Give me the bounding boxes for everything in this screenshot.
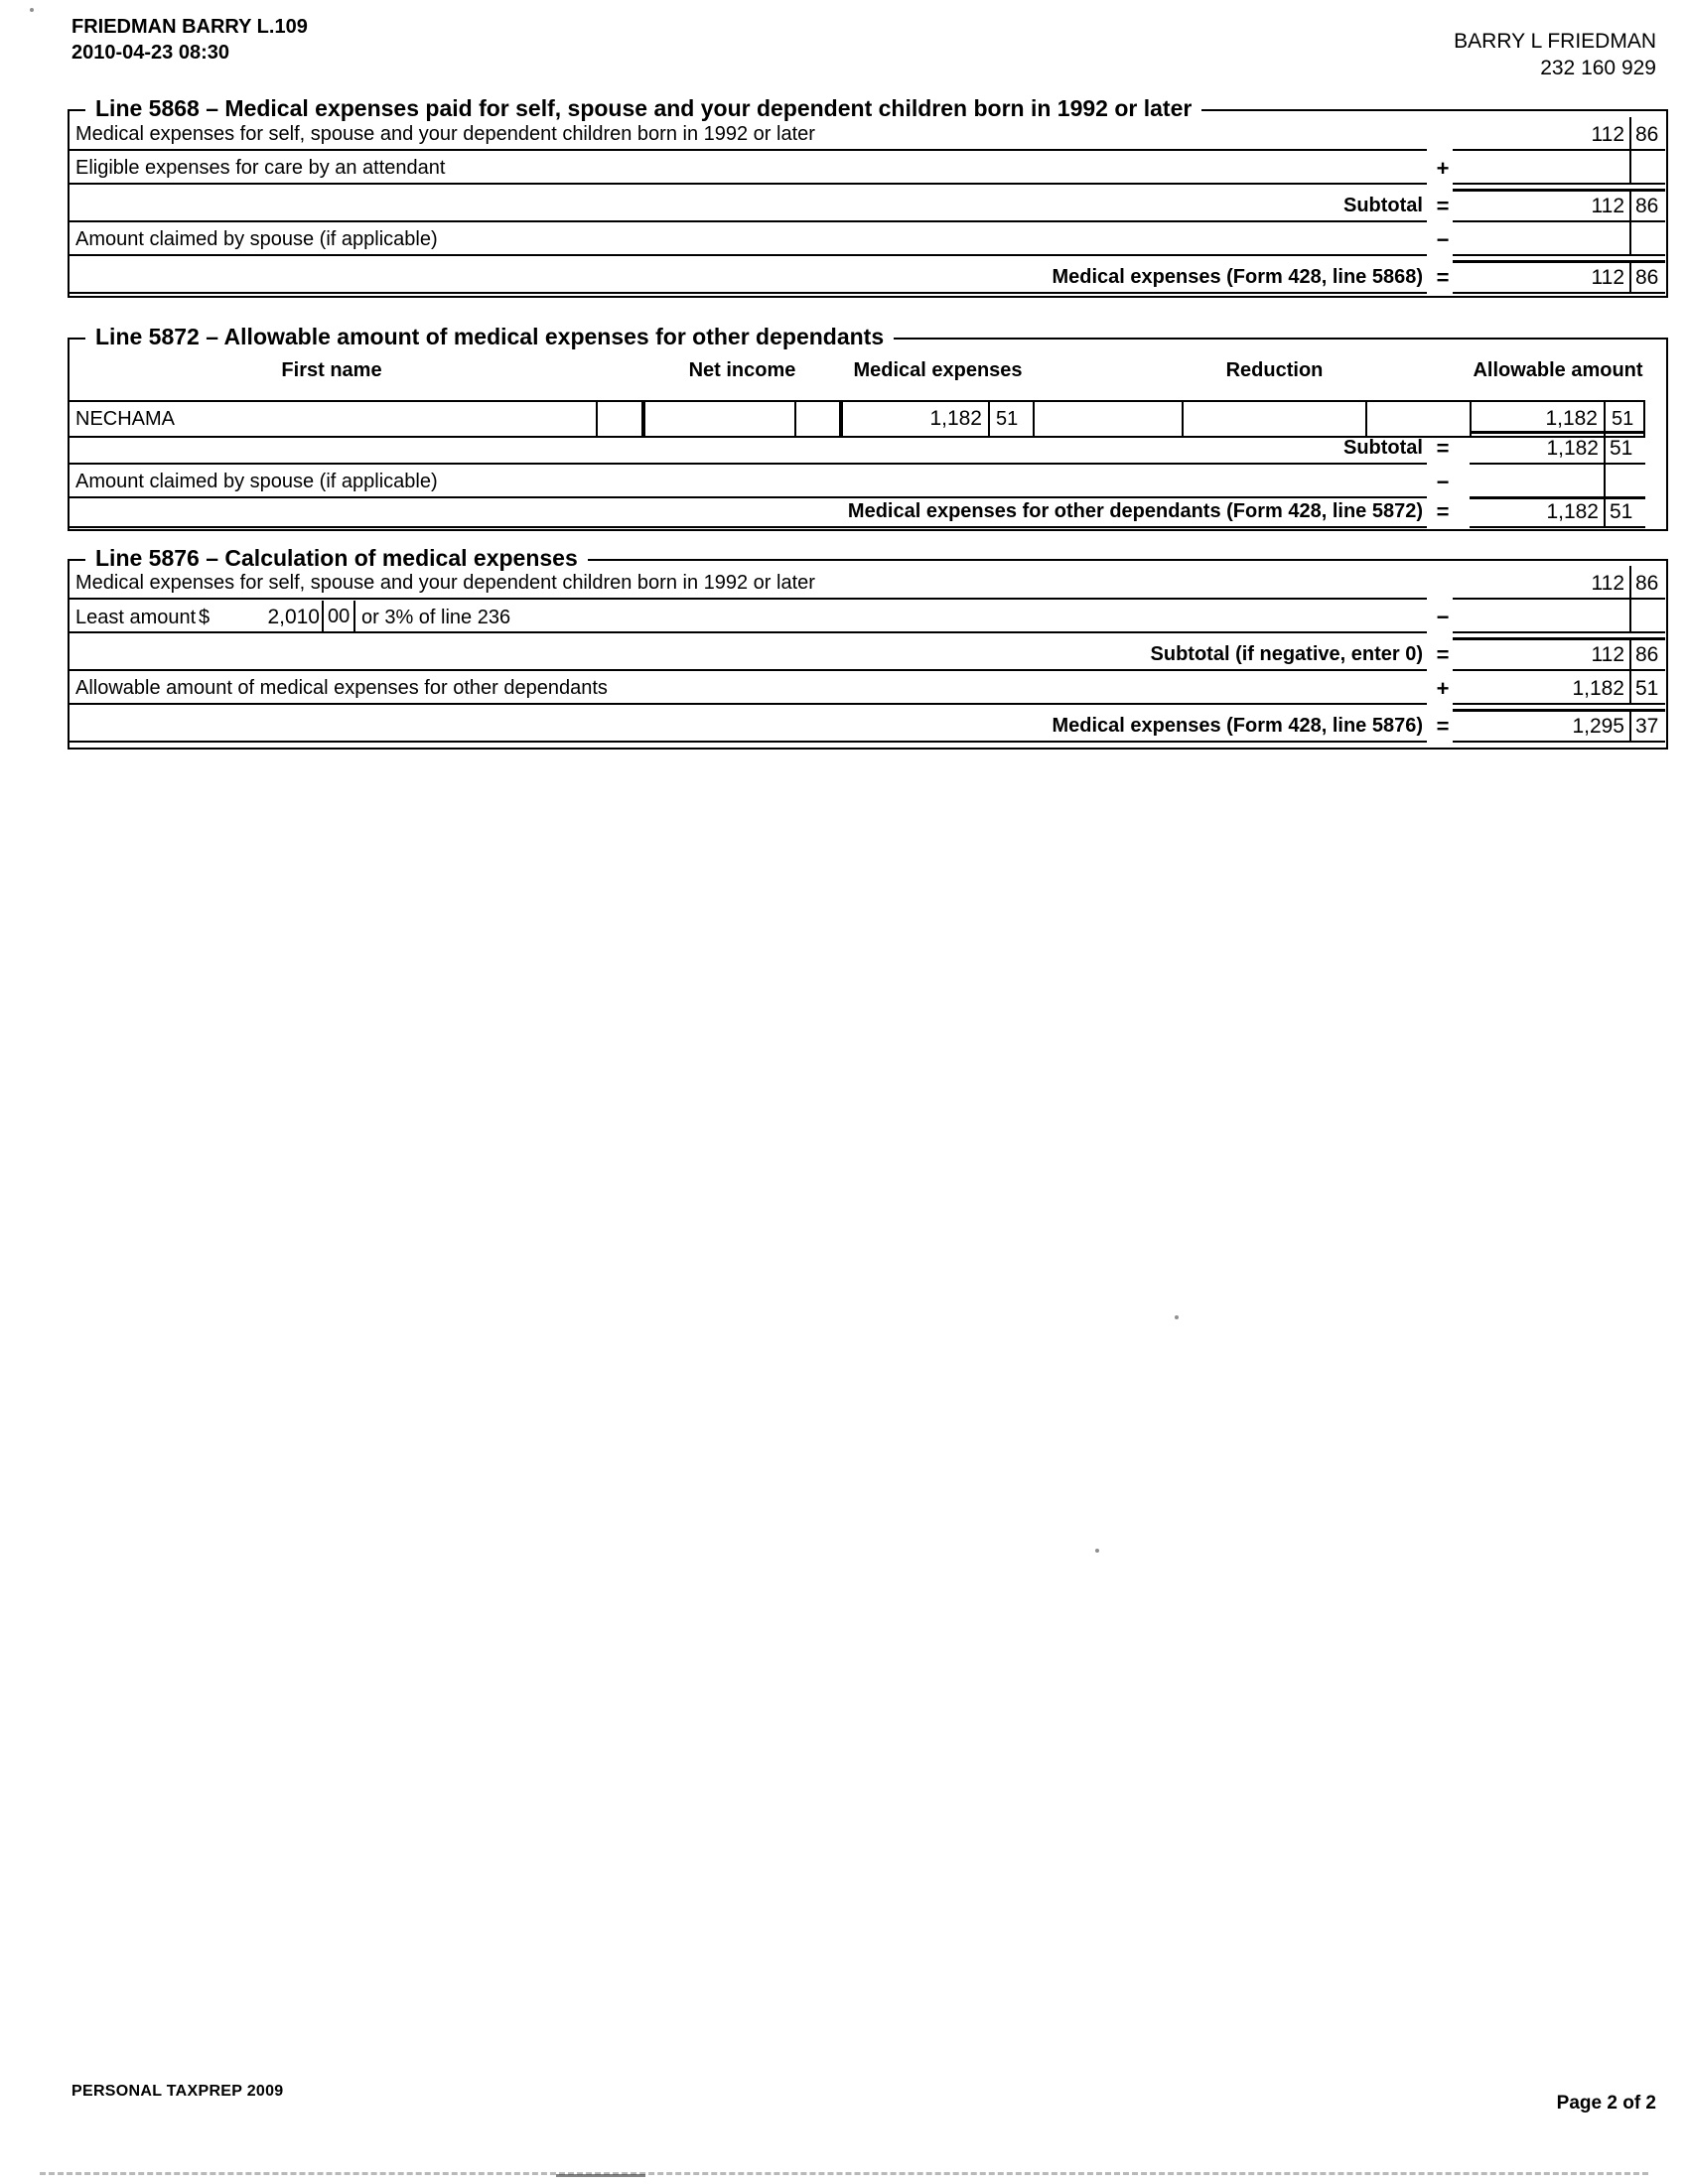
section-5876-title: Line 5876 – Calculation of medical expenses [85, 545, 588, 572]
social-insurance-number: 232 160 929 [1540, 57, 1656, 79]
amount-cents: 51 [1604, 434, 1645, 463]
scan-artifact [1095, 1549, 1099, 1553]
total-label: Medical expenses for other dependants (Form 428, line 5872) [847, 500, 1423, 522]
total-label: Medical expenses (Form 428, line 5876) [1052, 715, 1423, 737]
form-row [68, 260, 1427, 294]
amount-field-blank [1453, 151, 1665, 185]
amount-cents: 86 [1629, 566, 1665, 598]
column-header-net-income: Net income [688, 359, 796, 381]
form-row [68, 117, 1427, 151]
scan-artifact [1175, 1315, 1179, 1319]
row-label: Amount claimed by spouse (if applicable) [75, 471, 438, 492]
allowable-amount-cents: 51 [1612, 407, 1634, 430]
row-label: Medical expenses for self, spouse and your dependent children born in 1992 or later [75, 123, 815, 145]
plus-operator: + [1436, 676, 1450, 701]
scan-artifact-line [556, 2174, 645, 2177]
amount-cents: 51 [1604, 499, 1645, 526]
currency-sign: $ [199, 607, 211, 628]
section-5868-title: Line 5868 – Medical expenses paid for self, spouse and your dependent children born in 1992 or later [85, 95, 1201, 122]
column-header-reduction: Reduction [1225, 359, 1324, 381]
header-right [1454, 28, 1656, 81]
medical-expenses-dollars: 1,182 [929, 407, 982, 430]
dependant-first-name: NECHAMA [75, 407, 176, 430]
equals-operator: = [1436, 642, 1450, 667]
subtotal-label: Subtotal [1343, 195, 1423, 216]
least-amount-dollars: 2,010 [267, 606, 320, 628]
form-row [68, 431, 1427, 465]
form-row [68, 637, 1427, 671]
amount-dollars: 1,295 [1572, 715, 1624, 738]
amount-field [1453, 671, 1665, 705]
column-header-first-name: First name [281, 359, 382, 381]
amount-dollars: 112 [1591, 572, 1624, 595]
form-row [68, 465, 1427, 498]
least-amount-cents: 00 [322, 601, 355, 631]
row-label: Amount claimed by spouse (if applicable) [75, 228, 438, 250]
amount-dollars: 112 [1591, 266, 1624, 289]
form-row [68, 600, 1427, 633]
form-row [68, 222, 1427, 256]
equals-operator: = [1436, 265, 1450, 290]
amount-field [1453, 117, 1665, 151]
column-header-allowable-amount: Allowable amount [1473, 359, 1643, 381]
amount-dollars: 112 [1591, 123, 1624, 146]
header-left [71, 14, 308, 66]
subtotal-amount-field [1453, 189, 1665, 222]
amount-field [1453, 566, 1665, 600]
form-row [68, 671, 1427, 705]
amount-dollars: 1,182 [1546, 437, 1599, 460]
equals-operator: = [1436, 436, 1450, 461]
amount-cents: 37 [1629, 712, 1665, 741]
least-amount-suffix: or 3% of line 236 [361, 607, 511, 628]
form-row [68, 189, 1427, 222]
scan-artifact-line [40, 2172, 1648, 2175]
form-row [68, 151, 1427, 185]
amount-cents: 86 [1629, 117, 1665, 149]
plus-operator: + [1436, 156, 1450, 181]
amount-field-blank [1453, 600, 1665, 633]
amount-field-blank [1470, 465, 1645, 498]
equals-operator: = [1436, 499, 1450, 524]
total-amount-field [1453, 260, 1665, 294]
subtotal-amount-field [1470, 431, 1645, 465]
amount-dollars: 112 [1591, 643, 1624, 666]
scan-artifact [30, 8, 34, 12]
page-number: Page 2 of 2 [1556, 2093, 1656, 2114]
row-label: Medical expenses for self, spouse and your dependent children born in 1992 or later [75, 572, 815, 594]
total-label: Medical expenses (Form 428, line 5868) [1052, 266, 1423, 288]
subtotal-label: Subtotal (if negative, enter 0) [1150, 643, 1423, 665]
amount-dollars: 1,182 [1572, 677, 1624, 700]
amount-cents: 86 [1629, 263, 1665, 292]
form-row [68, 566, 1427, 600]
amount-cents: 86 [1629, 192, 1665, 220]
minus-operator: − [1436, 227, 1450, 252]
minus-operator: − [1436, 470, 1450, 494]
taxpayer-name: BARRY L FRIEDMAN [1454, 30, 1656, 53]
total-amount-field [1453, 709, 1665, 743]
amount-cents: 86 [1629, 640, 1665, 669]
subtotal-amount-field [1453, 637, 1665, 671]
total-amount-field [1470, 496, 1645, 528]
allowable-amount-dollars: 1,182 [1545, 407, 1598, 430]
medical-expenses-cents: 51 [996, 407, 1019, 430]
equals-operator: = [1436, 714, 1450, 739]
least-amount-label: Least amount [75, 607, 197, 628]
print-datetime: 2010-04-23 08:30 [71, 42, 230, 64]
form-row [68, 709, 1427, 743]
amount-dollars: 1,182 [1546, 500, 1599, 523]
amount-dollars: 112 [1591, 195, 1624, 217]
subtotal-label: Subtotal [1343, 437, 1423, 459]
section-5872-title: Line 5872 – Allowable amount of medical expenses for other dependants [85, 324, 894, 350]
software-name: PERSONAL TAXPREP 2009 [71, 2083, 284, 2100]
row-label: Eligible expenses for care by an attendant [75, 157, 446, 179]
amount-cents: 51 [1629, 671, 1665, 703]
taxpayer-file-reference: FRIEDMAN BARRY L.109 [71, 16, 308, 38]
row-label: Allowable amount of medical expenses for other dependants [75, 677, 608, 699]
column-header-medical-expenses: Medical expenses [853, 359, 1023, 381]
amount-field-blank [1453, 222, 1665, 256]
equals-operator: = [1436, 194, 1450, 218]
form-row [68, 496, 1427, 528]
minus-operator: − [1436, 605, 1450, 629]
